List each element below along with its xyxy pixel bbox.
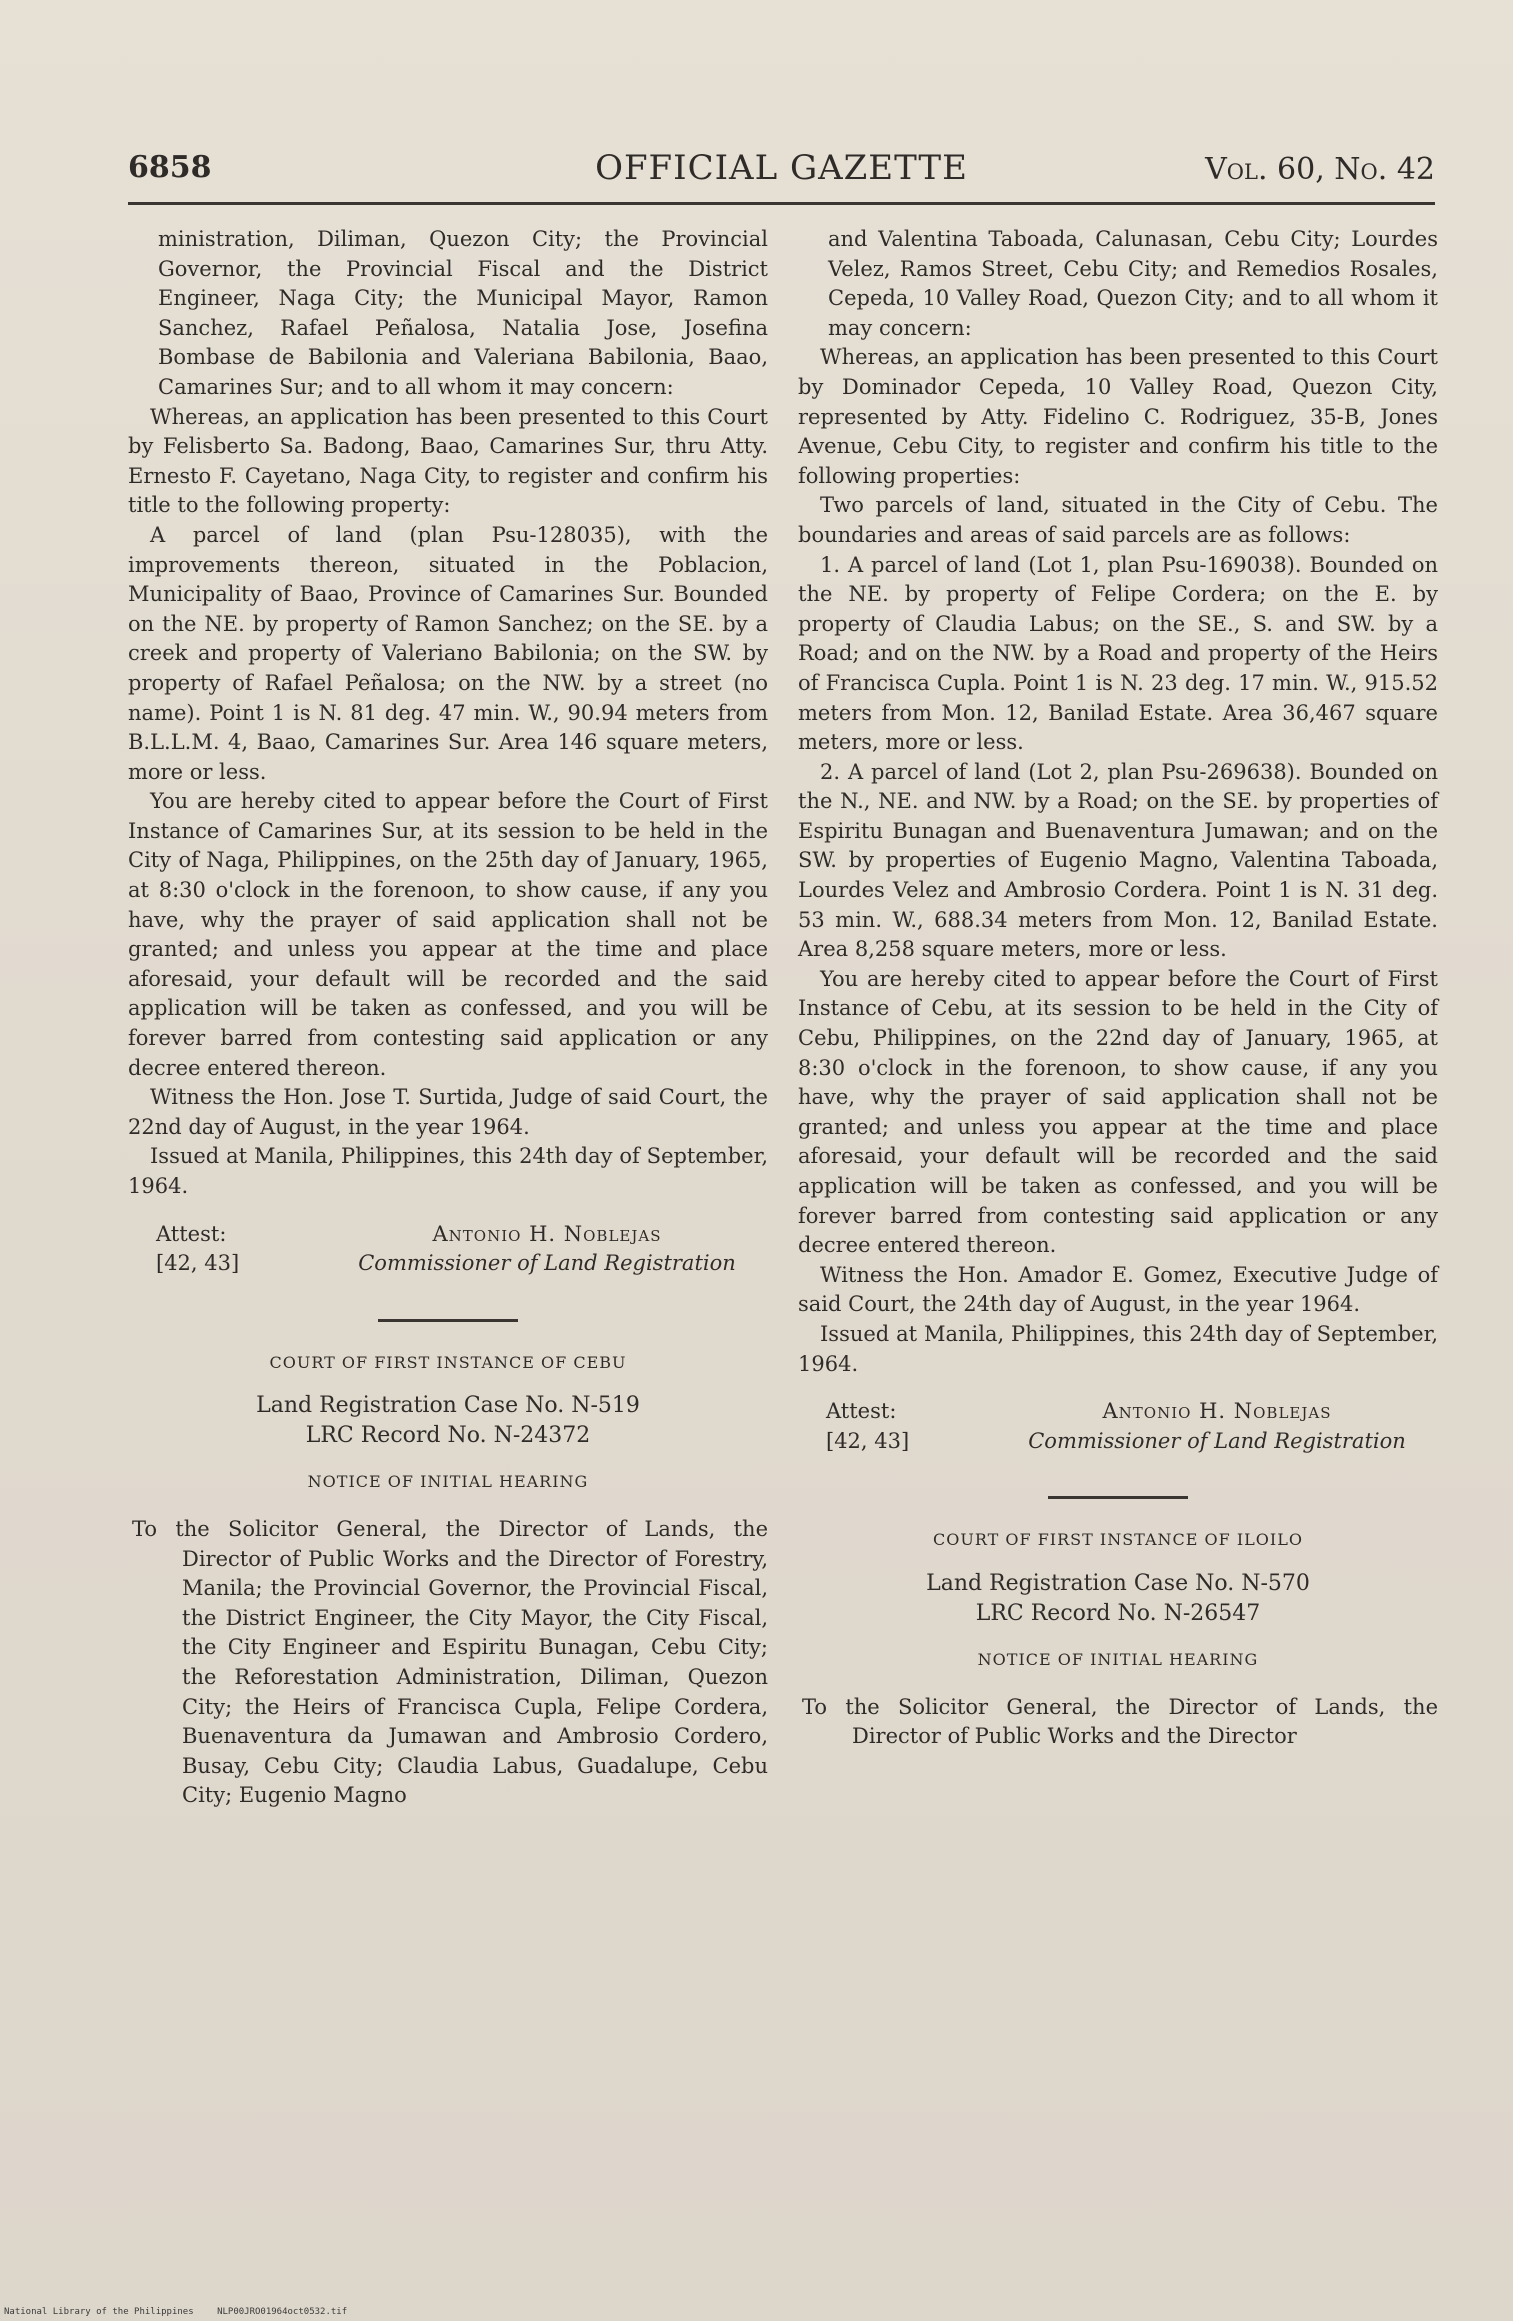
section-divider [378,1319,518,1322]
attest-reference: [42, 43] [826,1428,910,1453]
whereas-paragraph: Whereas, an application has been presented to this Court by Dominador Cepeda, 10 Valley Road, Quezon City, represented by Atty. Fidelino C. Rodriguez, 35-B, Jones Avenue, Cebu City, to register and confirm his title to the following properties: [798,345,1438,488]
parcels-intro: Two parcels of land, situated in the City of Cebu. The boundaries and areas of said parcels are as follows: [798,493,1438,547]
attest-block [798,1397,1438,1456]
volume-number: Vol. 60, No. 42 [1205,152,1435,187]
addressee-paragraph: To the Solicitor General, the Director of Lands, the Director of Public Works and the Director of Forestry, Manila; the Provincial Governor, the Provincial Fiscal, the District Engineer, the City Mayor, the City Fiscal, the City Engineer and Espiritu Bunagan, Cebu City; the Reforestation Administration, Diliman, Quezon City; the Heirs of Francisca Cupla, Felipe Cordera, Buenaventura da Jumawan and Ambrosio Cordero, Busay, Cebu City; Claudia Labus, Guadalupe, Cebu City; Eugenio Magno [132,1516,768,1808]
right-column [798,225,1438,1752]
attest-label: Attest: [156,1221,227,1246]
issued-paragraph: Issued at Manila, Philippines, this 24th day of September, 1964. [128,1144,768,1198]
case-number: Land Registration Case No. N-519 [256,1393,640,1419]
addressee-continuation: and Valentina Taboada, Calunasan, Cebu City; Lourdes Velez, Ramos Street, Cebu City; and Remedios Rosales, Cepeda, 10 Valley Road, Quezon City; and to all whom it may concern: [828,227,1438,340]
citation-paragraph: You are hereby cited to appear before the Court of First Instance of Camarines Sur, at its session to be held in the City of Naga, Philippines, on the 25th day of January, 1965, at 8:30 o'clock in the forenoon, to show cause, if any you have, why the prayer of said application shall not be granted; and unless you appear at the time and place aforesaid, your default will be recorded and the said application will be taken as confessed, and you will be forever barred from contesting said application or any decree entered thereon. [128,789,768,1080]
whereas-paragraph: Whereas, an application has been presented to this Court by Felisberto Sa. Badong, Baao, Camarines Sur, thru Atty. Ernesto F. Cayetano, Naga City, to register and confirm his title to the following property: [128,404,768,518]
lot-2-description: 2. A parcel of land (Lot 2, plan Psu-269638). Bounded on the N., NE. and NW. by a Road; on the SE. by properties of Espiritu Bunagan and Buenaventura Jumawan; and on the SW. by properties of Eugenio Magno, Valentina Taboada, Lourdes Velez and Ambrosio Cordera. Point 1 is N. 31 deg. 53 min. W., 688.34 meters from Mon. 12, Banilad Estate. Area 8,258 square meters, more or less. [798,759,1438,962]
court-heading: COURT OF FIRST INSTANCE OF CEBU [269,1352,627,1372]
attest-signatory: Antonio H. Noblejas [432,1221,662,1246]
attest-label: Attest: [826,1399,897,1424]
attest-block [128,1220,768,1279]
attest-title: Commissioner of Land Registration [1028,1428,1406,1453]
witness-paragraph: Witness the Hon. Amador E. Gomez, Executive Judge of said Court, the 24th day of August, in the year 1964. [798,1262,1438,1317]
page-number: 6858 [128,150,212,185]
notice-heading: NOTICE OF INITIAL HEARING [977,1649,1259,1669]
left-column [128,225,768,1811]
scan-filename: NLP00JRO01964oct0532.tif [217,2307,348,2317]
addressee-paragraph: To the Solicitor General, the Director of Lands, the Director of Public Works and the Director [802,1694,1438,1749]
parcel-description: A parcel of land (plan Psu-128035), with the improvements thereon, situated in the Poblacion, Municipality of Baao, Province of Camarines Sur. Bounded on the NE. by property of Ramon Sanchez; on the SE. by a creek and property of Valeriano Babilonia; on the SW. by property of Rafael Peñalosa; on the NW. by a street (no name). Point 1 is N. 81 deg. 47 min. W., 90.94 meters from B.L.L.M. 4, Baao, Camarines Sur. Area 146 square meters, more or less. [128,522,768,784]
attest-title: Commissioner of Land Registration [358,1251,736,1276]
record-number: LRC Record No. N-26547 [975,1600,1261,1626]
court-heading: COURT OF FIRST INSTANCE OF ILOILO [933,1530,1303,1550]
witness-paragraph: Witness the Hon. Jose T. Surtida, Judge of said Court, the 22nd day of August, in the year 1964. [128,1085,768,1139]
attest-signatory: Antonio H. Noblejas [1102,1399,1332,1424]
attest-reference: [42, 43] [156,1251,240,1276]
notice-heading: NOTICE OF INITIAL HEARING [307,1472,589,1492]
scan-footer [4,2307,365,2317]
page-header [128,142,1435,205]
record-number: LRC Record No. N-24372 [305,1423,591,1449]
case-number: Land Registration Case No. N-570 [926,1570,1310,1596]
publication-title: OFFICIAL GAZETTE [595,148,968,188]
library-credit: National Library of the Philippines [4,2307,194,2317]
addressee-continuation: ministration, Diliman, Quezon City; the Provincial Governor, the Provincial Fiscal and the District Engineer, Naga City; the Municipal Mayor, Ramon Sanchez, Rafael Peñalosa, Natalia Jose, Josefina Bombase de Babilonia and Valeriana Babilonia, Baao, Camarines Sur; and to all whom it may concern: [158,227,768,399]
citation-paragraph: You are hereby cited to appear before the Court of First Instance of Cebu, at its session to be held in the City of Cebu, Philippines, on the 22nd day of January, 1965, at 8:30 o'clock in the forenoon, to show cause, if any you have, why the prayer of said application shall not be granted; and unless you appear at the time and place aforesaid, your default will be recorded and the said application will be taken as confessed, and you will be forever barred from contesting said application or any decree entered thereon. [798,966,1438,1258]
lot-1-description: 1. A parcel of land (Lot 1, plan Psu-169038). Bounded on the NE. by property of Felipe Cordera; on the E. by property of Claudia Labus; on the SE., S. and SW. by a Road; and on the NW. by a Road and property of the Heirs of Francisca Cupla. Point 1 is N. 23 deg. 17 min. W., 915.52 meters from Mon. 12, Banilad Estate. Area 36,467 square meters, more or less. [798,552,1438,755]
section-divider [1048,1496,1188,1499]
issued-paragraph: Issued at Manila, Philippines, this 24th day of September, 1964. [798,1321,1438,1376]
